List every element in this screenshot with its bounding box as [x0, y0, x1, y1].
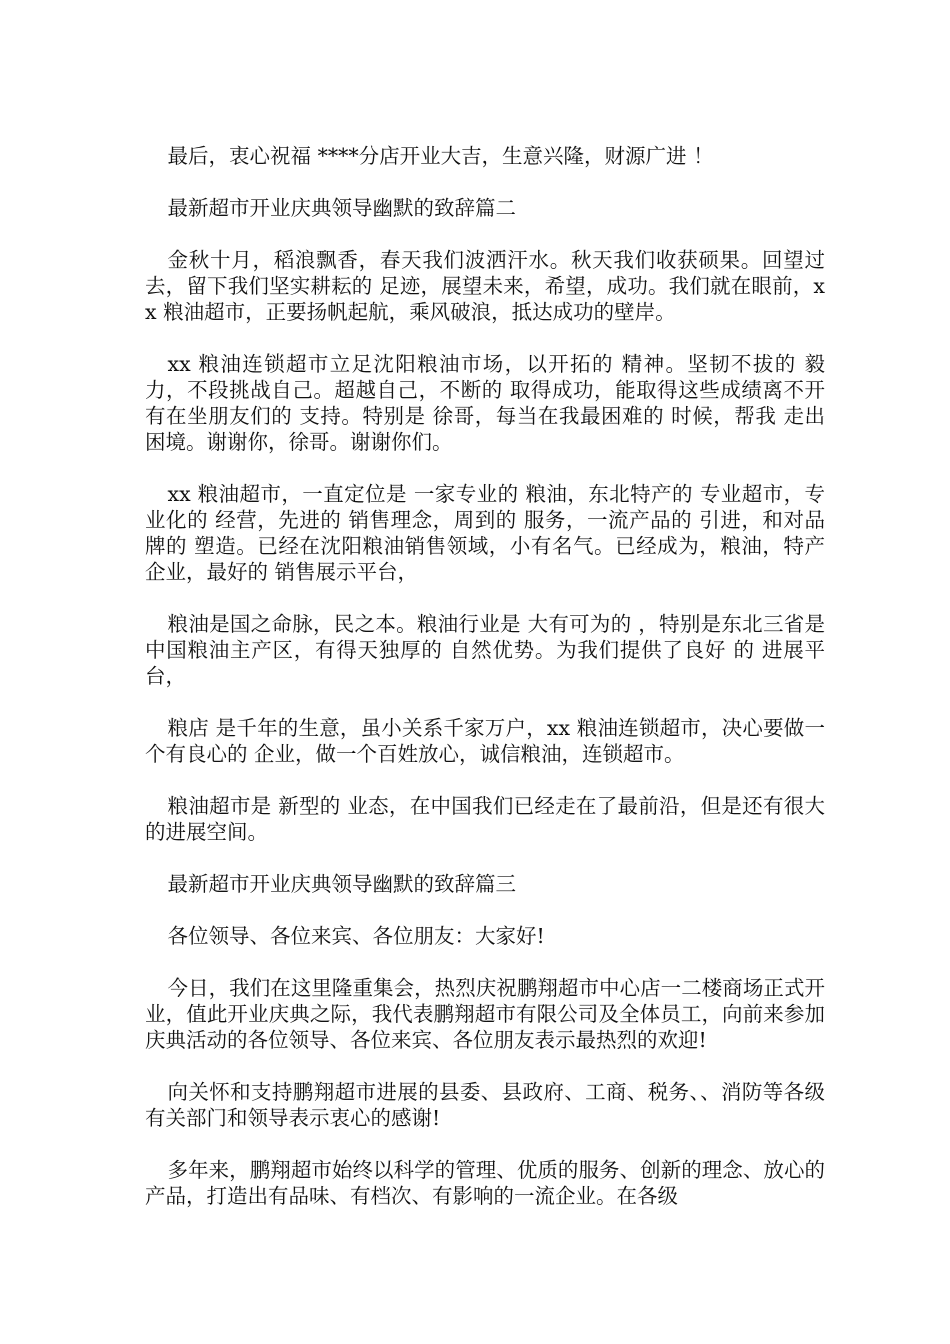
paragraph: 粮油超市是 新型的 业态，在中国我们已经走在了最前沿，但是还有很大的进展空间。 [145, 794, 825, 844]
paragraph: 粮油是国之命脉，民之本。粮油行业是 大有可为的 ，特别是东北三省是 中国粮油主产区，有得天独厚的 自然优势。为我们提供了良好 的 进展平台， [145, 612, 825, 688]
paragraph: xx 粮油连锁超市立足沈阳粮油市场，以开拓的 精神。坚韧不拔的 毅力，不段挑战自己。超越自己，不断的 取得成功，能取得这些成绩离不开有在坐朋友们的 支持。特别是 徐哥，每当在我最困难的 时候，帮我 走出困境。谢谢你，徐哥。谢谢你们。 [145, 352, 825, 454]
paragraph: xx 粮油超市，一直定位是 一家专业的 粮油，东北特产的 专业超市，专业化的 经营，先进的 销售理念，周到的 服务，一流产品的 引进，和对品牌的 塑造。已经在沈阳粮油销售领域，小有名气。已经成为，粮油，特产企业，最好的 销售展示平台， [145, 482, 825, 584]
section-heading-2: 最新超市开业庆典领导幽默的致辞篇二 [167, 196, 517, 220]
greeting: 各位领导、各位来宾、各位朋友：大家好! [167, 924, 545, 948]
paragraph: 今日，我们在这里隆重集会，热烈庆祝鹏翔超市中心店一二楼商场正式开业，值此开业庆典之际，我代表鹏翔超市有限公司及全体员工，向前来参加庆典活动的各位领导、各位来宾、各位朋友表示最热烈的欢迎! [145, 976, 825, 1052]
section-heading-3: 最新超市开业庆典领导幽默的致辞篇三 [167, 872, 517, 896]
paragraph: 粮店 是千年的生意，虽小关系千家万户，xx 粮油连锁超市，决心要做一个有良心的 企业，做一个百姓放心，诚信粮油，连锁超市。 [145, 716, 825, 766]
paragraph: 向关怀和支持鹏翔超市进展的县委、县政府、工商、税务、、消防等各级有关部门和领导表示衷心的感谢! [145, 1080, 825, 1130]
document-page [145, 143, 825, 1235]
paragraph: 金秋十月，稻浪飘香，春天我们波洒汗水。秋天我们收获硕果。回望过去，留下我们坚实耕耘的 足迹，展望未来，希望，成功。我们就在眼前，xx 粮油超市，正要扬帆起航，乘风破浪，抵达成功的壁岸。 [145, 248, 825, 324]
paragraph: 多年来，鹏翔超市始终以科学的管理、优质的服务、创新的理念、放心的产品，打造出有品味、有档次、有影响的一流企业。在各级 [145, 1158, 825, 1208]
closing-wish: 最后，衷心祝福 ****分店开业大吉，生意兴隆，财源广进 ！ [167, 144, 714, 168]
